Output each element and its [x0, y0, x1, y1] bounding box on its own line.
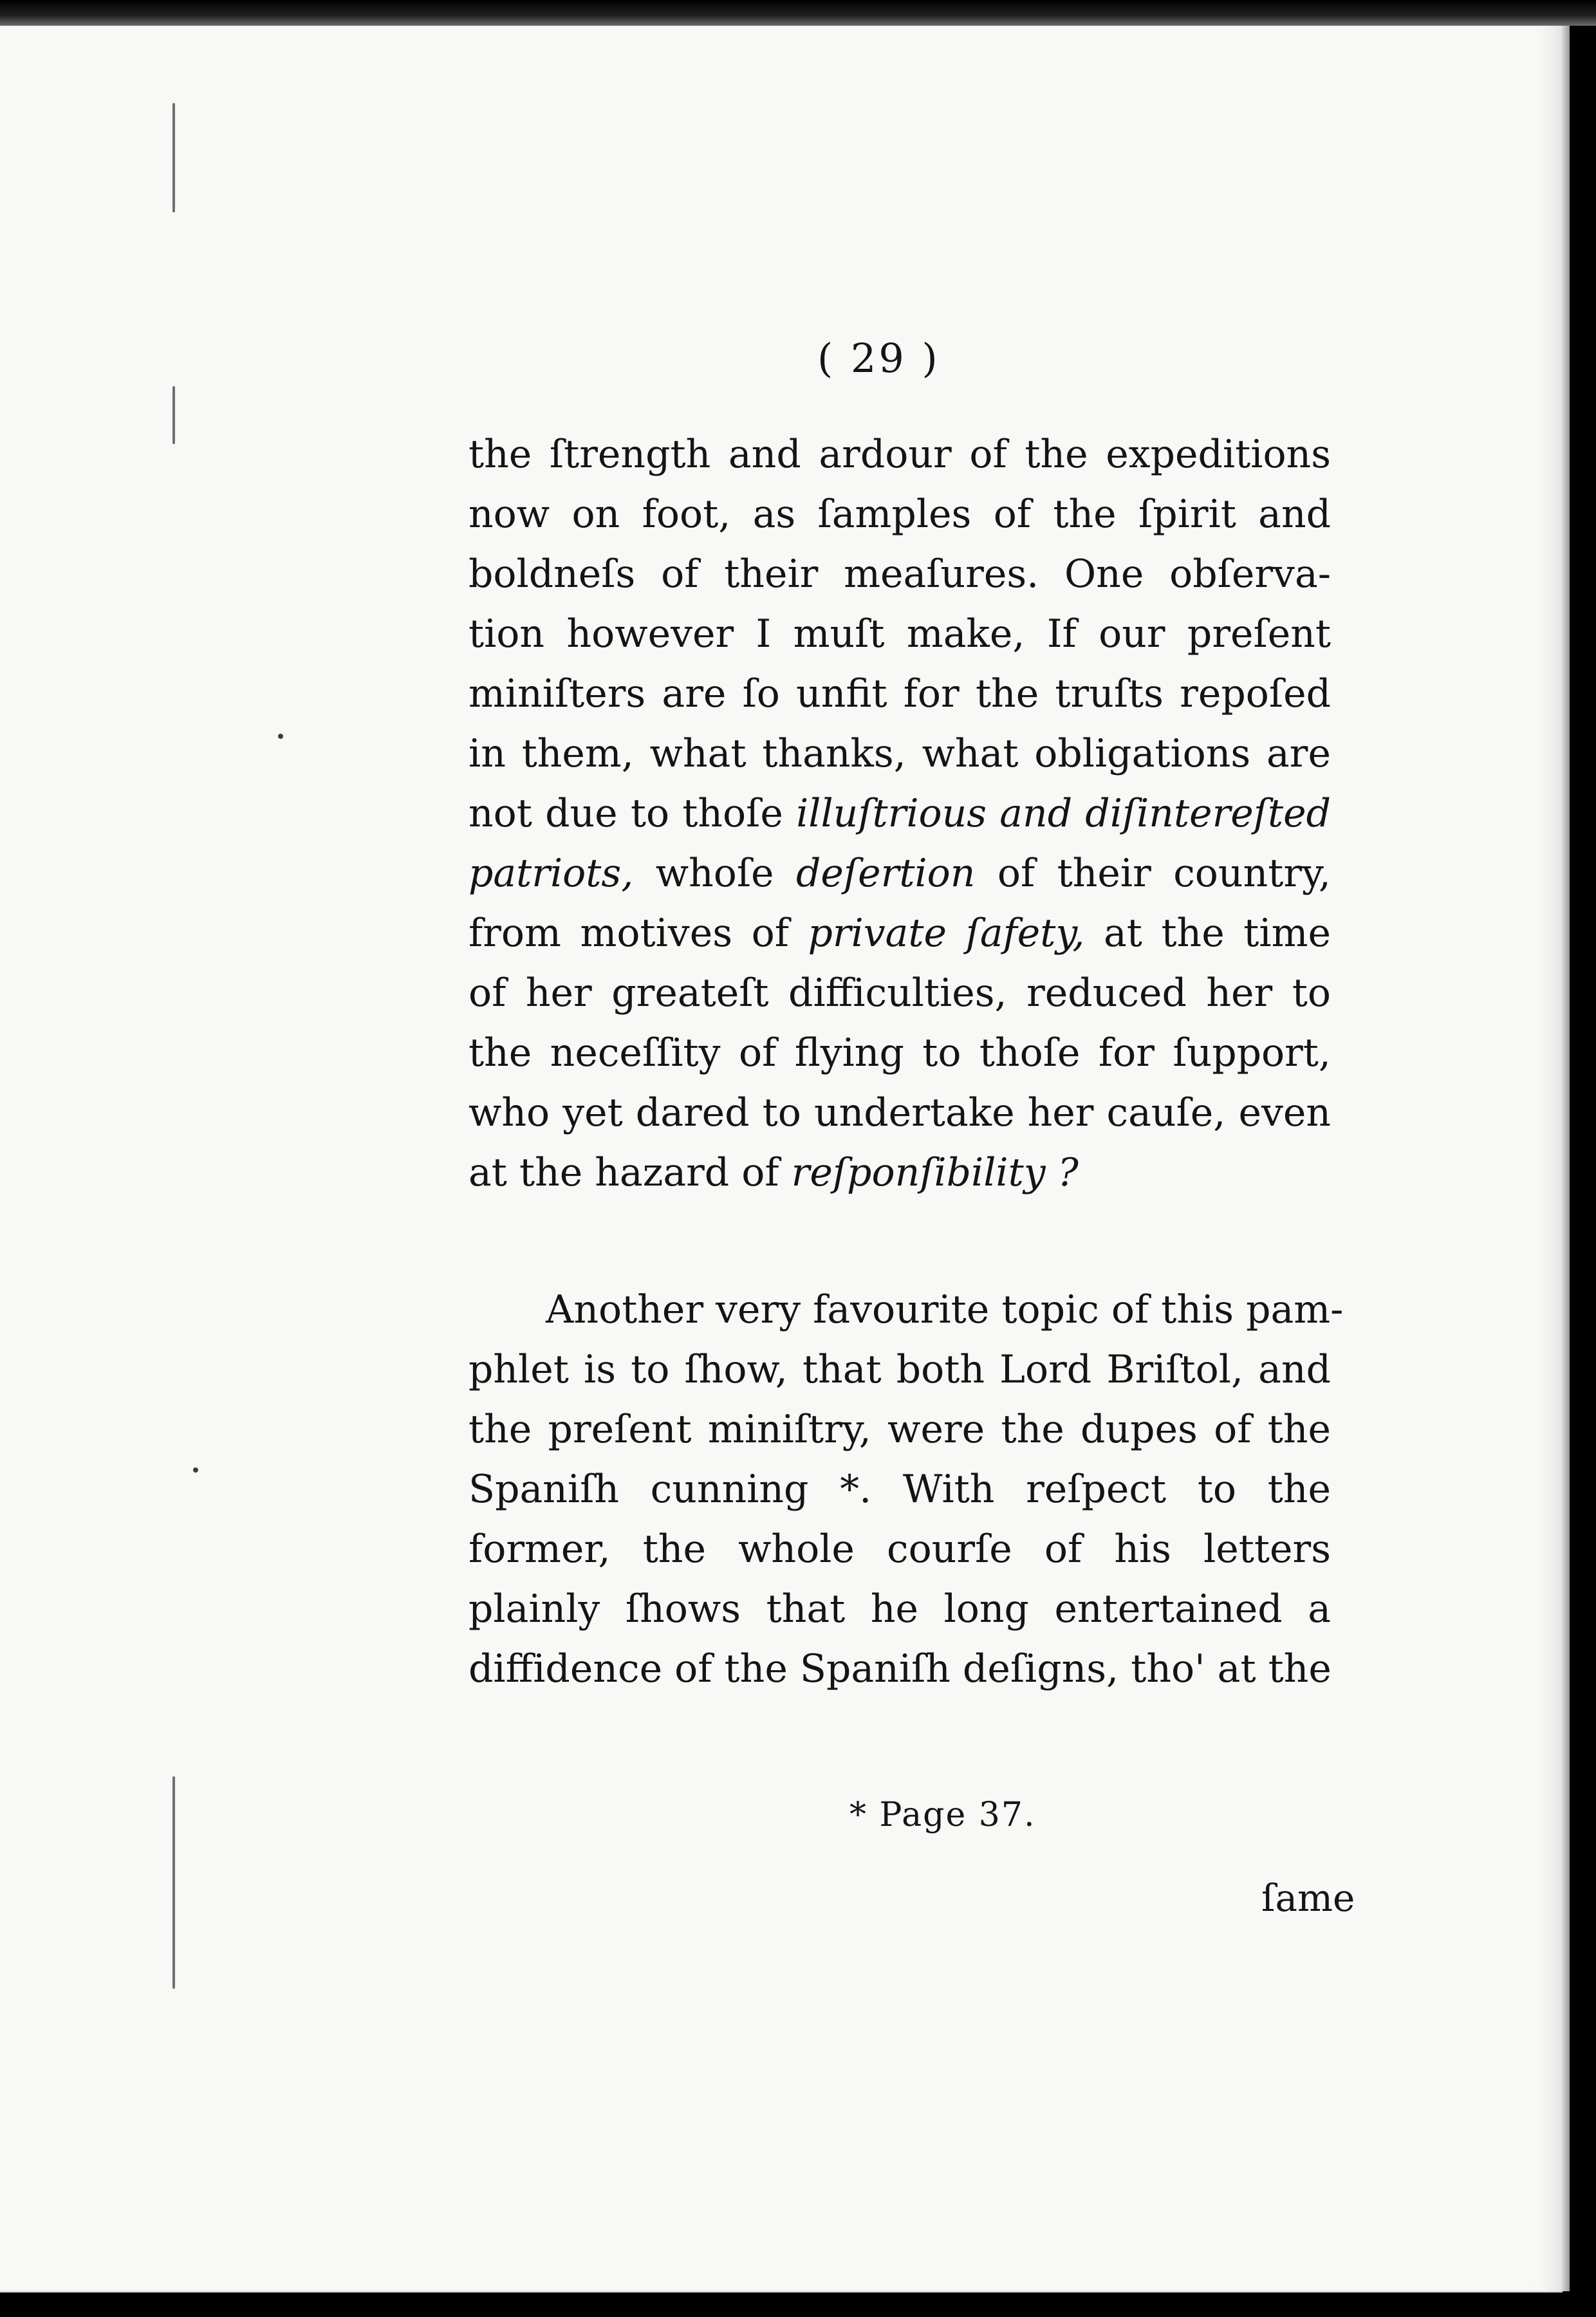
text-segment: the preſent miniſtry, were the dupes of the — [469, 1407, 1331, 1452]
text-line — [469, 1639, 1331, 1699]
book-page — [0, 26, 1563, 2293]
text-line — [469, 1340, 1331, 1400]
paragraph-1 — [469, 425, 1331, 1203]
text-segment: at the hazard of — [469, 1150, 792, 1195]
text-segment: whoſe — [633, 851, 796, 896]
page-number: ( 29 ) — [817, 335, 940, 382]
text-line — [469, 904, 1331, 963]
binding-mark — [172, 1776, 175, 1989]
text-line — [469, 604, 1331, 664]
text-segment: boldneſs of their meaſures. One obſerva- — [469, 552, 1331, 597]
paragraph-gap — [469, 1203, 1331, 1280]
text-line — [469, 544, 1331, 604]
text-segment: Another very favourite topic of this pam- — [546, 1287, 1344, 1332]
text-line — [469, 664, 1331, 724]
italic-text: private ſafety, — [808, 911, 1085, 956]
text-segment: now on foot, as ſamples of the ſpirit and — [469, 492, 1331, 537]
ink-speck — [278, 734, 283, 739]
italic-text: illuſtrious and diſintereſted — [796, 791, 1331, 836]
text-line — [469, 1579, 1331, 1639]
paragraph-2 — [469, 1280, 1344, 1699]
text-line — [469, 784, 1331, 844]
binding-mark — [172, 386, 175, 444]
catchword: ſame — [1261, 1876, 1355, 1920]
text-segment: not due to thoſe — [469, 791, 797, 836]
text-line — [469, 963, 1331, 1023]
text-segment: of her greateſt difficulties, reduced her to — [469, 971, 1331, 1016]
text-segment: plainly ſhows that he long entertained a — [469, 1587, 1331, 1632]
text-segment: phlet is to ſhow, that both Lord Briſtol, and — [469, 1347, 1331, 1392]
footnote: * Page 37. — [849, 1796, 1036, 1834]
text-line — [469, 1460, 1331, 1520]
text-segment: the ſtrength and ardour of the expeditions — [469, 432, 1331, 477]
binding-mark — [172, 103, 175, 212]
text-line — [469, 1143, 1331, 1203]
text-segment: of their country, — [975, 851, 1331, 896]
text-segment: at the time — [1084, 911, 1331, 956]
text-line — [469, 844, 1331, 904]
text-line — [469, 1280, 1344, 1340]
italic-text: reſponſibility ? — [791, 1150, 1079, 1195]
text-line — [469, 1520, 1331, 1579]
text-line — [469, 1023, 1331, 1083]
text-segment: tion however I muſt make, If our preſent — [469, 611, 1331, 656]
text-segment: from motives of — [469, 911, 808, 956]
text-segment: the neceſſity of flying to thoſe for ſupport, — [469, 1030, 1331, 1075]
text-line — [469, 1400, 1331, 1460]
italic-text: patriots, — [469, 851, 634, 896]
text-segment: Spaniſh cunning *. With reſpect to the — [469, 1467, 1331, 1512]
body-text — [469, 425, 1344, 1699]
text-line — [469, 425, 1331, 485]
text-line — [469, 724, 1331, 784]
text-segment: miniſters are ſo unfit for the truſts repoſed — [469, 671, 1331, 716]
text-line — [469, 1083, 1331, 1143]
text-segment: diffidence of the Spaniſh deſigns, tho' at the — [469, 1646, 1332, 1691]
text-segment: former, the whole courſe of his letters — [469, 1527, 1331, 1572]
text-segment: who yet dared to undertake her cauſe, even — [469, 1090, 1331, 1135]
page-edge-shadow — [1561, 26, 1570, 2291]
ink-speck — [193, 1467, 198, 1473]
text-line — [469, 485, 1331, 544]
text-segment: in them, what thanks, what obligations are — [469, 731, 1331, 776]
italic-text: deſertion — [796, 851, 976, 896]
scan-top-edge — [0, 0, 1596, 26]
